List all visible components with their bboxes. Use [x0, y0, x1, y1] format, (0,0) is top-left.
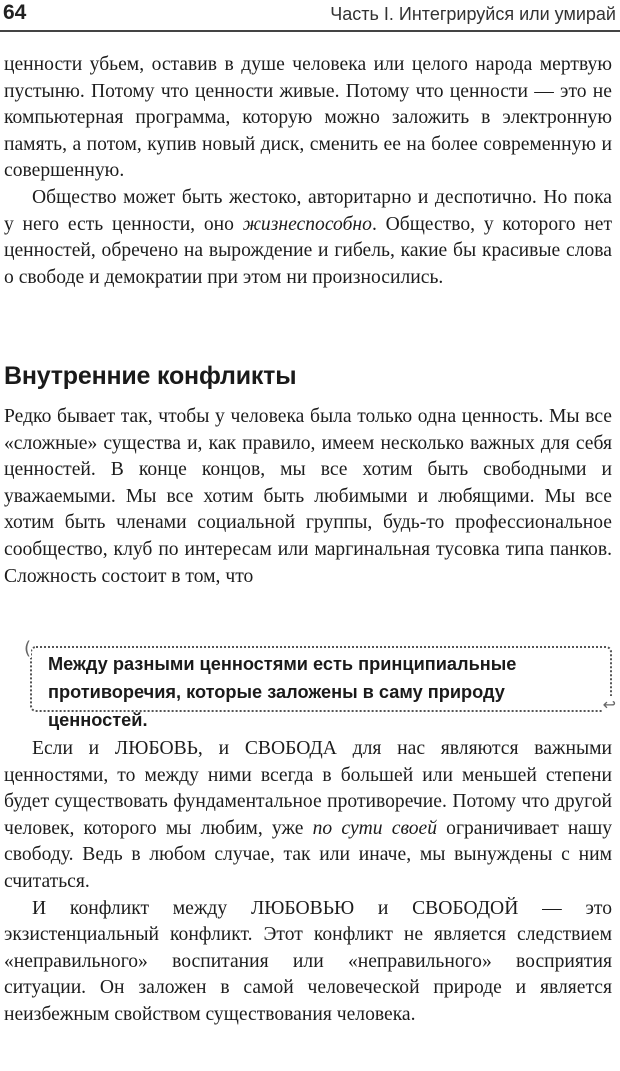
paragraph-3: Редко бывает так, чтобы у человека была только одна ценность. Мы все «сложные» существа и, как правило, имеем несколько важных для себя ценностей. В конце концов, мы все хотим быть свободными и уважаемыми. Мы все хотим быть любимыми и любящими. Мы все хотим быть членами социальной группы, будь-то профессиональное сообщество, клуб по интересам или маргинальная тусовка типа панков. Сложность состоит в том, что: [4, 406, 612, 587]
section-heading: Внутренние конфликты: [4, 362, 297, 390]
paragraph-2-start: Общество может быть жестоко, авторитарно и деспотично. Но пока у него есть ценности, оно: [4, 186, 612, 235]
section-1: [4, 52, 612, 291]
section-2: [4, 404, 612, 590]
pull-quote-text: Между разными ценностями есть принципиальные противоречия, которые заложены в саму природу ценностей.: [48, 654, 517, 730]
pull-quote: [24, 638, 616, 730]
paragraph-4: [4, 736, 612, 896]
paragraph-2-end: . Общество, у которого нет ценностей, обречено на вырождение и гибель, какие бы красивые слова о свободе и демократии при этом ни произносились.: [4, 213, 613, 288]
paragraph-4-end: ограничивает нашу свободу. Ведь в любом случае, так или иначе, мы вынуждены с ним считаться.: [4, 817, 613, 892]
page-header: [0, 0, 620, 36]
return-arrow-icon: ↩: [602, 695, 616, 714]
running-head: Часть I. Интегрируйся или умирай: [330, 4, 616, 24]
paragraph-5: И конфликт между ЛЮБОВЬЮ и СВОБОДОЙ — это экзистенциальный конфликт. Этот конфликт не является следствием «неправильного» воспитания или «неправильного» восприятия ситуации. Он заложен в самой человеческой природе и является неизбежным свойством существования человека.: [4, 897, 612, 1025]
section-3: [4, 736, 612, 1029]
paragraph-4-start: Если и ЛЮБОВЬ, и СВОБОДА для нас являются важными ценностями, то между ними всегда в большей или меньшей степени будет существовать фундаментальное противоречие. Потому что другой человек, которого мы любим, уже: [4, 738, 612, 839]
header-rule: [0, 30, 620, 32]
paragraph-2-italic: жизнеспособно: [242, 213, 372, 235]
paragraph-4-italic: по сути своей: [312, 817, 437, 839]
paragraph-2: [4, 185, 612, 291]
paragraph-1: ценности убьем, оставив в душе человека или целого народа мертвую пустыню. Потому что ценности живые. Потому что ценности — это не компьютерная программа, которую можно заложить в электронную память, а потом, купив новый диск, сменить ее на более современную и совершенную.: [4, 54, 612, 182]
page-number: 64: [3, 1, 27, 24]
curly-bracket-icon: (: [24, 638, 32, 659]
